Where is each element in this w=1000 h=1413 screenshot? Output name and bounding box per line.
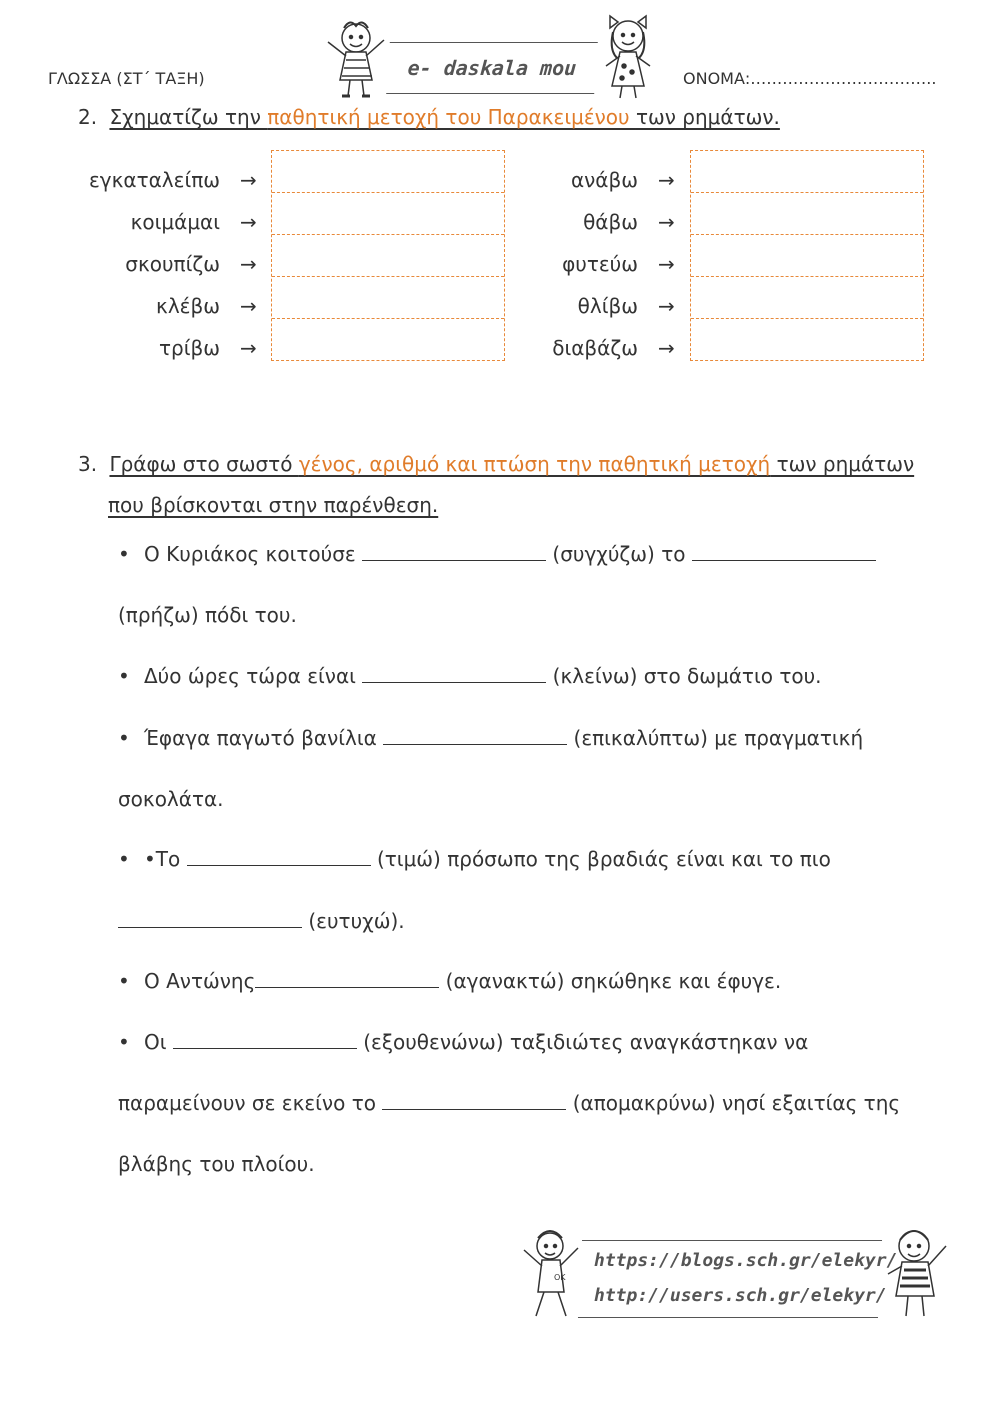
exercise-3-number: 3. xyxy=(78,452,98,476)
cartoon-kid-footer-right xyxy=(878,1226,954,1322)
answer-box[interactable] xyxy=(272,235,504,277)
sentence-2 xyxy=(118,664,822,688)
answer-box[interactable] xyxy=(691,151,923,193)
verb-label: θλίβω xyxy=(577,294,638,318)
verb-label: σκουπίζω xyxy=(125,252,220,276)
sentence-text: •Το xyxy=(144,847,187,871)
name-label: ΟΝΟΜΑ:…………………………….. xyxy=(683,69,937,88)
verb-row xyxy=(498,285,675,327)
bullet-icon: • xyxy=(118,847,130,871)
exercise-3-title-pre: Γράφω στο σωστό xyxy=(109,452,299,476)
sentence-text: (τιμώ) πρόσωπο της βραδιάς είναι και το πιο xyxy=(370,847,831,871)
sentence-text: Έφαγα παγωτό βανίλια xyxy=(144,726,384,750)
sentence-text: Δύο ώρες τώρα είναι xyxy=(144,664,363,688)
sentence-text: βλάβης του πλοίου. xyxy=(118,1152,315,1176)
verb-label: ανάβω xyxy=(570,168,638,192)
sentence-text: (συγχύζω) το xyxy=(546,542,692,566)
exercise-2-title-highlight: παθητική μετοχή του Παρακειμένου xyxy=(267,105,636,129)
bullet-icon: • xyxy=(118,1030,130,1054)
website-url-link[interactable]: http://users.sch.gr/elekyr/ xyxy=(594,1285,887,1306)
bullet-icon: • xyxy=(118,969,130,993)
sentence-6-cont xyxy=(118,1091,900,1115)
sentence-1-cont xyxy=(118,603,297,627)
sentence-text: Οι xyxy=(144,1030,173,1054)
cartoon-boy-illustration xyxy=(322,16,392,102)
arrow-right-icon: → xyxy=(658,252,675,276)
bullet-icon: • xyxy=(118,664,130,688)
answer-blank[interactable] xyxy=(362,542,546,561)
exercise-3-title-line2 xyxy=(108,493,438,517)
answer-box[interactable] xyxy=(691,193,923,235)
subject-label: ΓΛΩΣΣΑ (ΣΤ΄ ΤΑΞΗ) xyxy=(48,69,205,88)
answer-blank[interactable] xyxy=(362,664,546,683)
sentence-5 xyxy=(118,969,781,993)
answer-box[interactable] xyxy=(691,277,923,319)
verb-row xyxy=(80,285,257,327)
arrow-right-icon: → xyxy=(658,168,675,192)
answer-box[interactable] xyxy=(272,193,504,235)
sentence-text: (κλείνω) στο δωμάτιο του. xyxy=(546,664,822,688)
answer-box[interactable] xyxy=(272,151,504,193)
sentence-4-cont xyxy=(118,909,405,933)
verb-row xyxy=(498,327,675,369)
sentence-text: (εξουθενώνω) ταξιδιώτες αναγκάστηκαν να xyxy=(356,1030,809,1054)
answer-blank[interactable] xyxy=(118,909,302,928)
arrow-right-icon: → xyxy=(240,168,257,192)
answer-blank[interactable] xyxy=(187,847,371,866)
verb-row xyxy=(498,201,675,243)
answer-blank[interactable] xyxy=(692,542,876,561)
right-answer-boxes xyxy=(690,150,924,361)
verb-label: κλέβω xyxy=(156,294,220,318)
answer-box[interactable] xyxy=(272,277,504,319)
answer-box[interactable] xyxy=(691,319,923,360)
arrow-right-icon: → xyxy=(658,294,675,318)
sentence-text: Ο Αντώνης xyxy=(144,969,256,993)
brand-title: e- daskala mou xyxy=(406,56,578,80)
answer-blank[interactable] xyxy=(382,1091,566,1110)
arrow-right-icon: → xyxy=(658,336,675,360)
sentence-text: σοκολάτα. xyxy=(118,787,224,811)
sentence-text: (επικαλύπτω) με πραγματική xyxy=(567,726,864,750)
answer-blank[interactable] xyxy=(255,969,439,988)
bullet-icon: • xyxy=(118,542,130,566)
exercise-2-title-pre: Σχηματίζω την xyxy=(109,105,268,129)
arrow-right-icon: → xyxy=(240,336,257,360)
sentence-3-cont xyxy=(118,787,224,811)
arrow-right-icon: → xyxy=(658,210,675,234)
sentence-4 xyxy=(118,847,831,871)
verb-label: εγκαταλείπω xyxy=(88,168,220,192)
exercise-3-title-line2-text: που βρίσκονται στην παρένθεση. xyxy=(108,493,439,517)
sentence-6-end xyxy=(118,1152,315,1176)
verb-label: διαβάζω xyxy=(552,336,638,360)
answer-blank[interactable] xyxy=(383,726,567,745)
verb-label: φυτεύω xyxy=(562,252,638,276)
right-verb-list xyxy=(498,159,675,369)
sentence-1 xyxy=(118,542,876,566)
answer-blank[interactable] xyxy=(173,1030,357,1049)
cartoon-kid-footer-left xyxy=(518,1228,584,1322)
answer-box[interactable] xyxy=(272,319,504,360)
sentence-text: (αγανακτώ) σηκώθηκε και έφυγε. xyxy=(439,969,782,993)
bullet-icon: • xyxy=(118,726,130,750)
exercise-3-title-post: των ρημάτων xyxy=(770,452,915,476)
sentence-text: Ο Κυριάκος κοιτούσε xyxy=(144,542,363,566)
left-verb-list xyxy=(80,159,257,369)
exercise-3-title xyxy=(78,452,958,476)
verb-label: τρίβω xyxy=(158,336,220,360)
sentence-text: παραμείνουν σε εκείνο το xyxy=(118,1091,383,1115)
arrow-right-icon: → xyxy=(240,210,257,234)
verb-row xyxy=(80,327,257,369)
sentence-text: (απομακρύνω) νησί εξαιτίας της xyxy=(566,1091,901,1115)
arrow-right-icon: → xyxy=(240,294,257,318)
verb-row xyxy=(80,201,257,243)
left-answer-boxes xyxy=(271,150,505,361)
exercise-2-number: 2. xyxy=(78,105,98,129)
verb-label: κοιμάμαι xyxy=(130,210,220,234)
svg-text:OK: OK xyxy=(554,1273,566,1282)
brand-title-box xyxy=(386,42,598,94)
blog-url-link[interactable]: https://blogs.sch.gr/elekyr/ xyxy=(594,1250,898,1271)
answer-box[interactable] xyxy=(691,235,923,277)
verb-row xyxy=(498,243,675,285)
sentence-3 xyxy=(118,726,863,750)
sentence-6 xyxy=(118,1030,808,1054)
exercise-3-title-highlight: γένος, αριθμό και πτώση την παθητική μετοχή xyxy=(298,452,771,476)
sentence-text: (πρήζω) πόδι του. xyxy=(118,603,297,627)
exercise-2-title xyxy=(78,105,780,129)
cartoon-girl-illustration xyxy=(594,12,664,104)
verb-row xyxy=(80,159,257,201)
verb-row xyxy=(80,243,257,285)
verb-row xyxy=(498,159,675,201)
exercise-2-title-post: των ρημάτων. xyxy=(635,105,780,129)
arrow-right-icon: → xyxy=(240,252,257,276)
sentence-text: (ευτυχώ). xyxy=(302,909,405,933)
verb-label: θάβω xyxy=(583,210,638,234)
